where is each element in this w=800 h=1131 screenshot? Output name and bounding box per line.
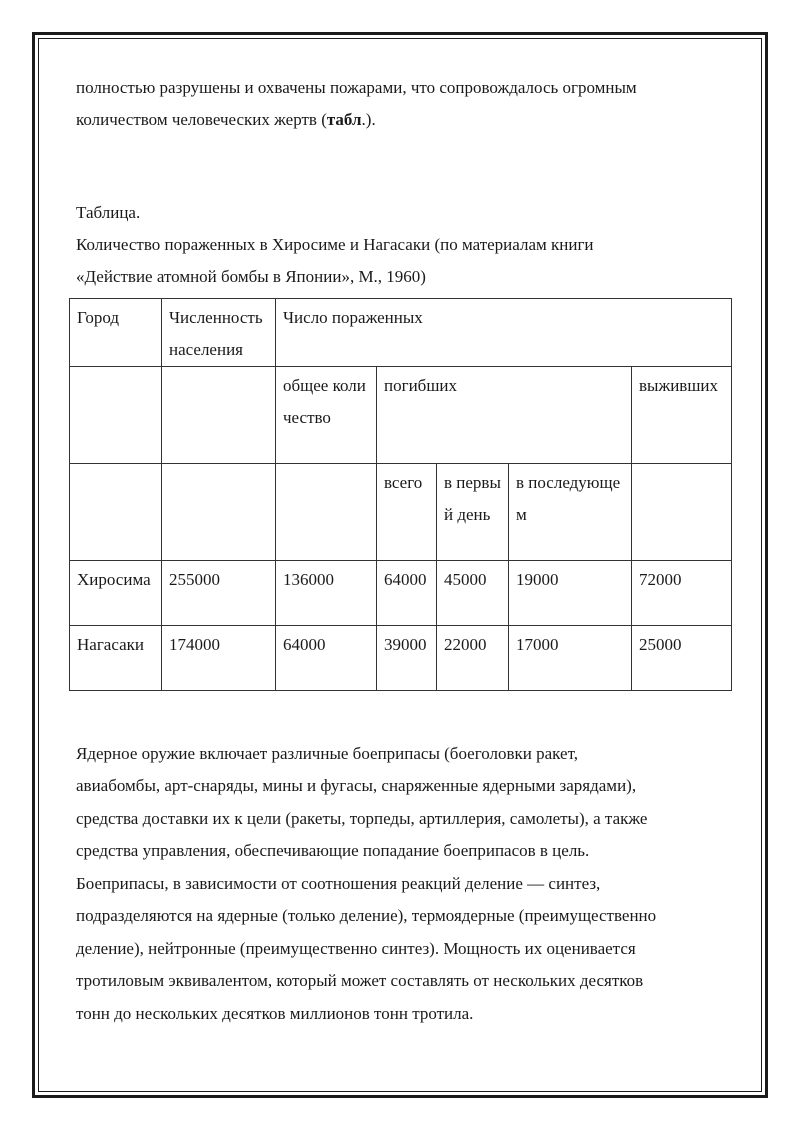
table-row [70, 561, 732, 626]
cell-killed-all: 39000 [377, 626, 437, 691]
header-row-2 [70, 367, 732, 464]
header-killed: погибших [377, 367, 632, 464]
empty-cell [632, 464, 732, 561]
table-caption-line-2: «Действие атомной бомбы в Японии», М., 1960) [76, 267, 426, 286]
table-caption-line-1: Количество пораженных в Хиросиме и Нагасаки (по материалам книги [76, 235, 594, 254]
cell-population: 255000 [162, 561, 276, 626]
body-line-3: средства доставки их к цели (ракеты, торпеды, артиллерия, самолеты), а также [76, 809, 648, 828]
header-total: общее количество [276, 367, 377, 464]
empty-cell [162, 367, 276, 464]
intro-line-2-start: количеством человеческих жертв ( [76, 110, 327, 129]
header-affected: Число пораженных [276, 299, 732, 367]
empty-cell [70, 367, 162, 464]
body-line-4: средства управления, обеспечивающие попадание боеприпасов в цель. [76, 841, 590, 860]
casualties-table [69, 298, 732, 691]
cell-city: Хиросима [70, 561, 162, 626]
header-city: Город [70, 299, 162, 367]
header-population: Численность населения [162, 299, 276, 367]
header-survived: выживших [632, 367, 732, 464]
body-line-5: Боеприпасы, в зависимости от соотношения реакций деление — синтез, [76, 874, 601, 893]
cell-killed-later: 17000 [509, 626, 632, 691]
cell-survived: 72000 [632, 561, 732, 626]
table-label: Таблица. [76, 203, 141, 222]
cell-population: 174000 [162, 626, 276, 691]
empty-cell [276, 464, 377, 561]
empty-cell [162, 464, 276, 561]
table-reference: табл [326, 110, 362, 129]
intro-line-2-end: .). [361, 110, 376, 129]
cell-survived: 25000 [632, 626, 732, 691]
cell-total: 64000 [276, 626, 377, 691]
body-line-6: подразделяются на ядерные (только деление), термоядерные (преимущественно [76, 906, 657, 925]
header-killed-first-day: в первый день [437, 464, 509, 561]
header-killed-all: всего [377, 464, 437, 561]
body-line-8: тротиловым эквивалентом, который может составлять от нескольких десятков [76, 971, 644, 990]
cell-killed-all: 64000 [377, 561, 437, 626]
cell-killed-later: 19000 [509, 561, 632, 626]
cell-killed-first-day: 22000 [437, 626, 509, 691]
header-row-1 [70, 299, 732, 367]
header-row-3 [70, 464, 732, 561]
cell-killed-first-day: 45000 [437, 561, 509, 626]
table-row [70, 626, 732, 691]
intro-line-2 [76, 110, 376, 130]
body-line-2: авиабомбы, арт-снаряды, мины и фугасы, снаряженные ядерными зарядами), [76, 776, 637, 795]
empty-cell [70, 464, 162, 561]
body-line-1: Ядерное оружие включает различные боеприпасы (боеголовки ракет, [76, 744, 578, 763]
cell-city: Нагасаки [70, 626, 162, 691]
cell-total: 136000 [276, 561, 377, 626]
body-line-9: тонн до нескольких десятков миллионов тонн тротила. [76, 1004, 474, 1023]
header-killed-later: в последующем [509, 464, 632, 561]
intro-line-1: полностью разрушены и охвачены пожарами, что сопровождалось огромным [76, 78, 637, 97]
body-line-7: деление), нейтронные (преимущественно синтез). Мощность их оценивается [76, 939, 636, 958]
